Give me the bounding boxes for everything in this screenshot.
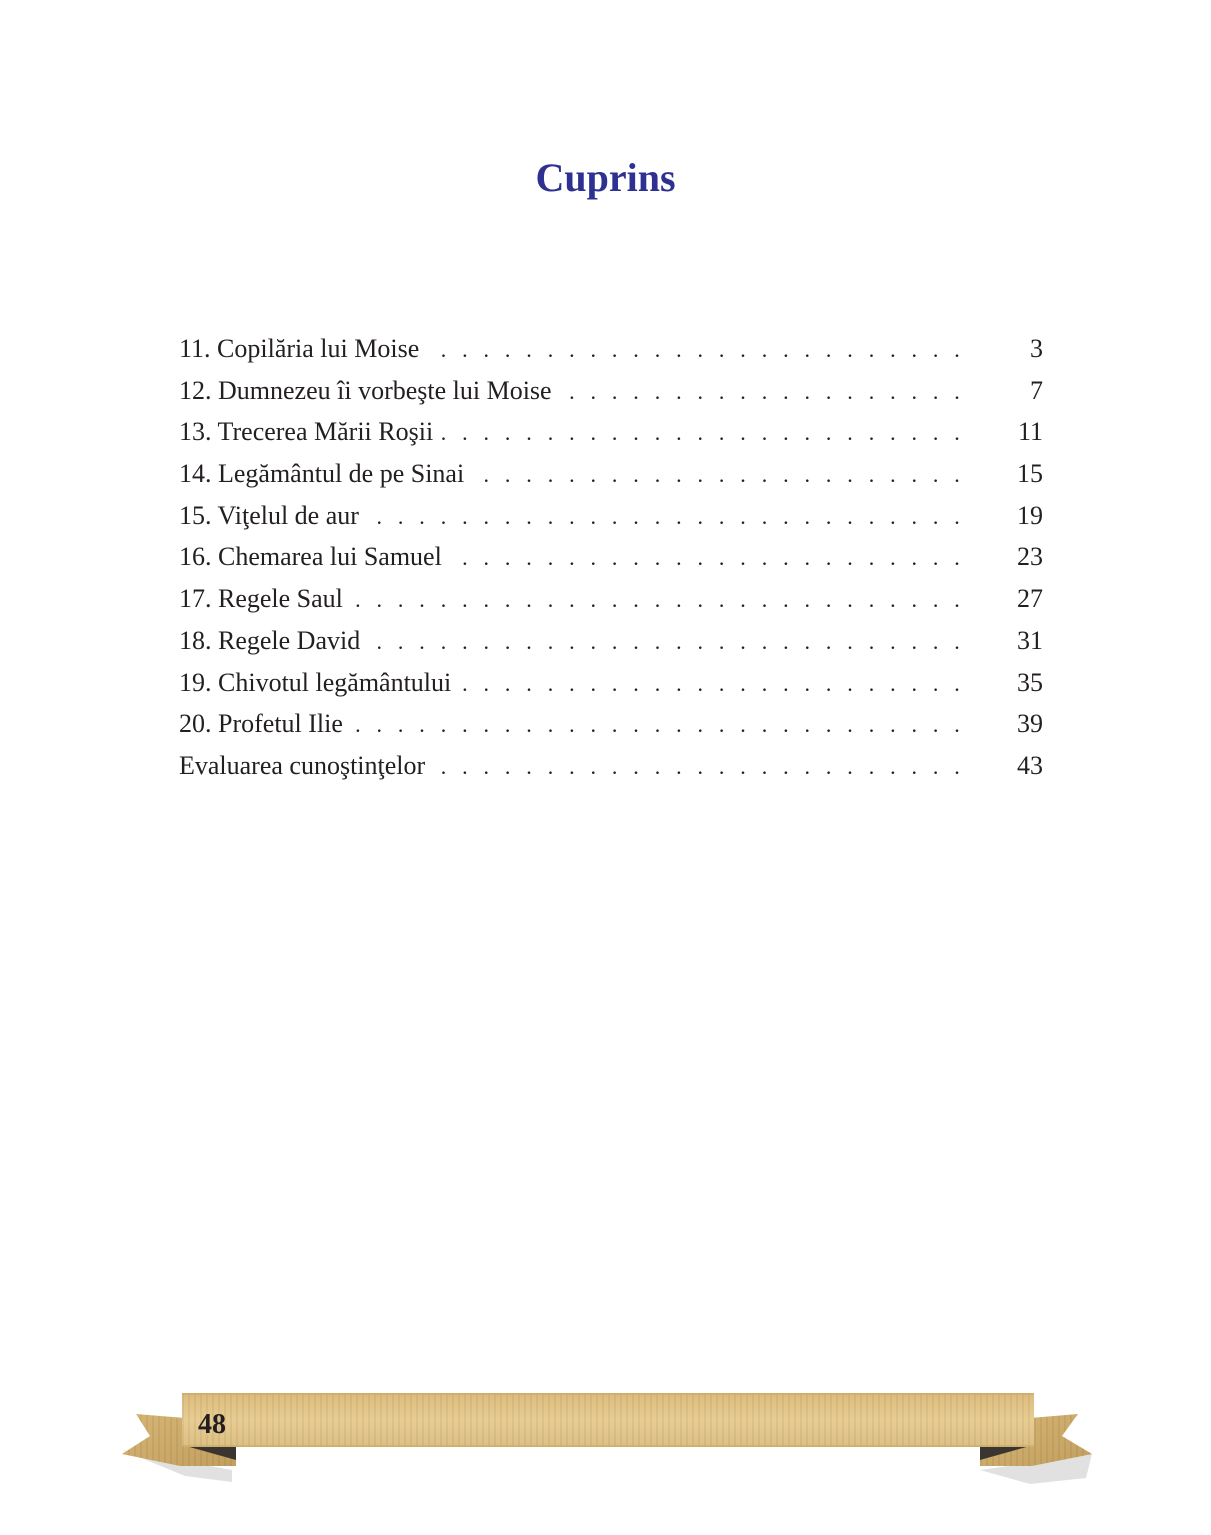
toc-entry: [179, 328, 1043, 370]
toc-leader-dots: [351, 579, 965, 621]
toc-entry-label: 17. Regele Saul: [179, 584, 343, 614]
page-title: Cuprins: [535, 155, 676, 200]
toc-leader-dots: [367, 496, 965, 538]
toc-entry: [179, 620, 1043, 662]
toc-leader-dots: [459, 663, 965, 705]
toc-leader-dots: [427, 329, 965, 371]
toc-entry-label: 15. Viţelul de aur: [179, 500, 359, 530]
toc-entry-label: Evaluarea cunoştinţelor: [179, 750, 426, 780]
toc-entry: [179, 453, 1043, 495]
toc-entry-label: 18. Regele David: [179, 625, 361, 655]
toc-entry-page: 15: [1017, 459, 1043, 489]
toc-entry-page: 31: [1017, 625, 1043, 655]
toc-leader-dots: [560, 371, 965, 413]
toc-leader-dots: [433, 746, 965, 788]
toc-entry-page: 35: [1017, 667, 1043, 697]
toc-entry-page: 23: [1017, 542, 1043, 572]
toc-entry-page: 7: [1030, 375, 1043, 405]
page-number: 48: [198, 1409, 226, 1440]
toc-entry-label: 13. Trecerea Mării Roşii: [179, 417, 434, 447]
toc-entry: [179, 703, 1043, 745]
toc-entry-page: 3: [1030, 334, 1043, 363]
toc-entry-page: 11: [1017, 417, 1043, 447]
toc-entry: [179, 578, 1043, 620]
toc-entry: [179, 370, 1043, 412]
toc-entry-page: 27: [1017, 584, 1043, 614]
toc-entry: [179, 411, 1043, 453]
toc-entry-page: 39: [1017, 709, 1043, 739]
toc-leader-dots: [351, 704, 965, 746]
toc-entry: [179, 495, 1043, 537]
toc-entry-label: 19. Chivotul legământului: [179, 667, 452, 697]
toc-leader-dots: [450, 537, 965, 579]
toc-entry-page: 19: [1017, 500, 1043, 530]
toc-entry: [179, 745, 1043, 787]
toc-entry-label: 12. Dumnezeu îi vorbeşte lui Moise: [179, 375, 552, 405]
table-of-contents: [179, 328, 1043, 787]
toc-entry: [179, 536, 1043, 578]
toc-leader-dots: [472, 454, 965, 496]
toc-entry-label: 14. Legământul de pe Sinai: [179, 459, 465, 489]
toc-leader-dots: [441, 412, 965, 454]
footer-ribbon: [0, 1380, 1211, 1490]
toc-entry-label: 16. Chemarea lui Samuel: [179, 542, 442, 572]
toc-entry-label: 20. Profetul Ilie: [179, 709, 343, 739]
toc-entry: [179, 662, 1043, 704]
toc-leader-dots: [368, 621, 965, 663]
toc-entry-label: 11. Copilăria lui Moise: [179, 334, 420, 363]
toc-entry-page: 43: [1017, 750, 1043, 780]
